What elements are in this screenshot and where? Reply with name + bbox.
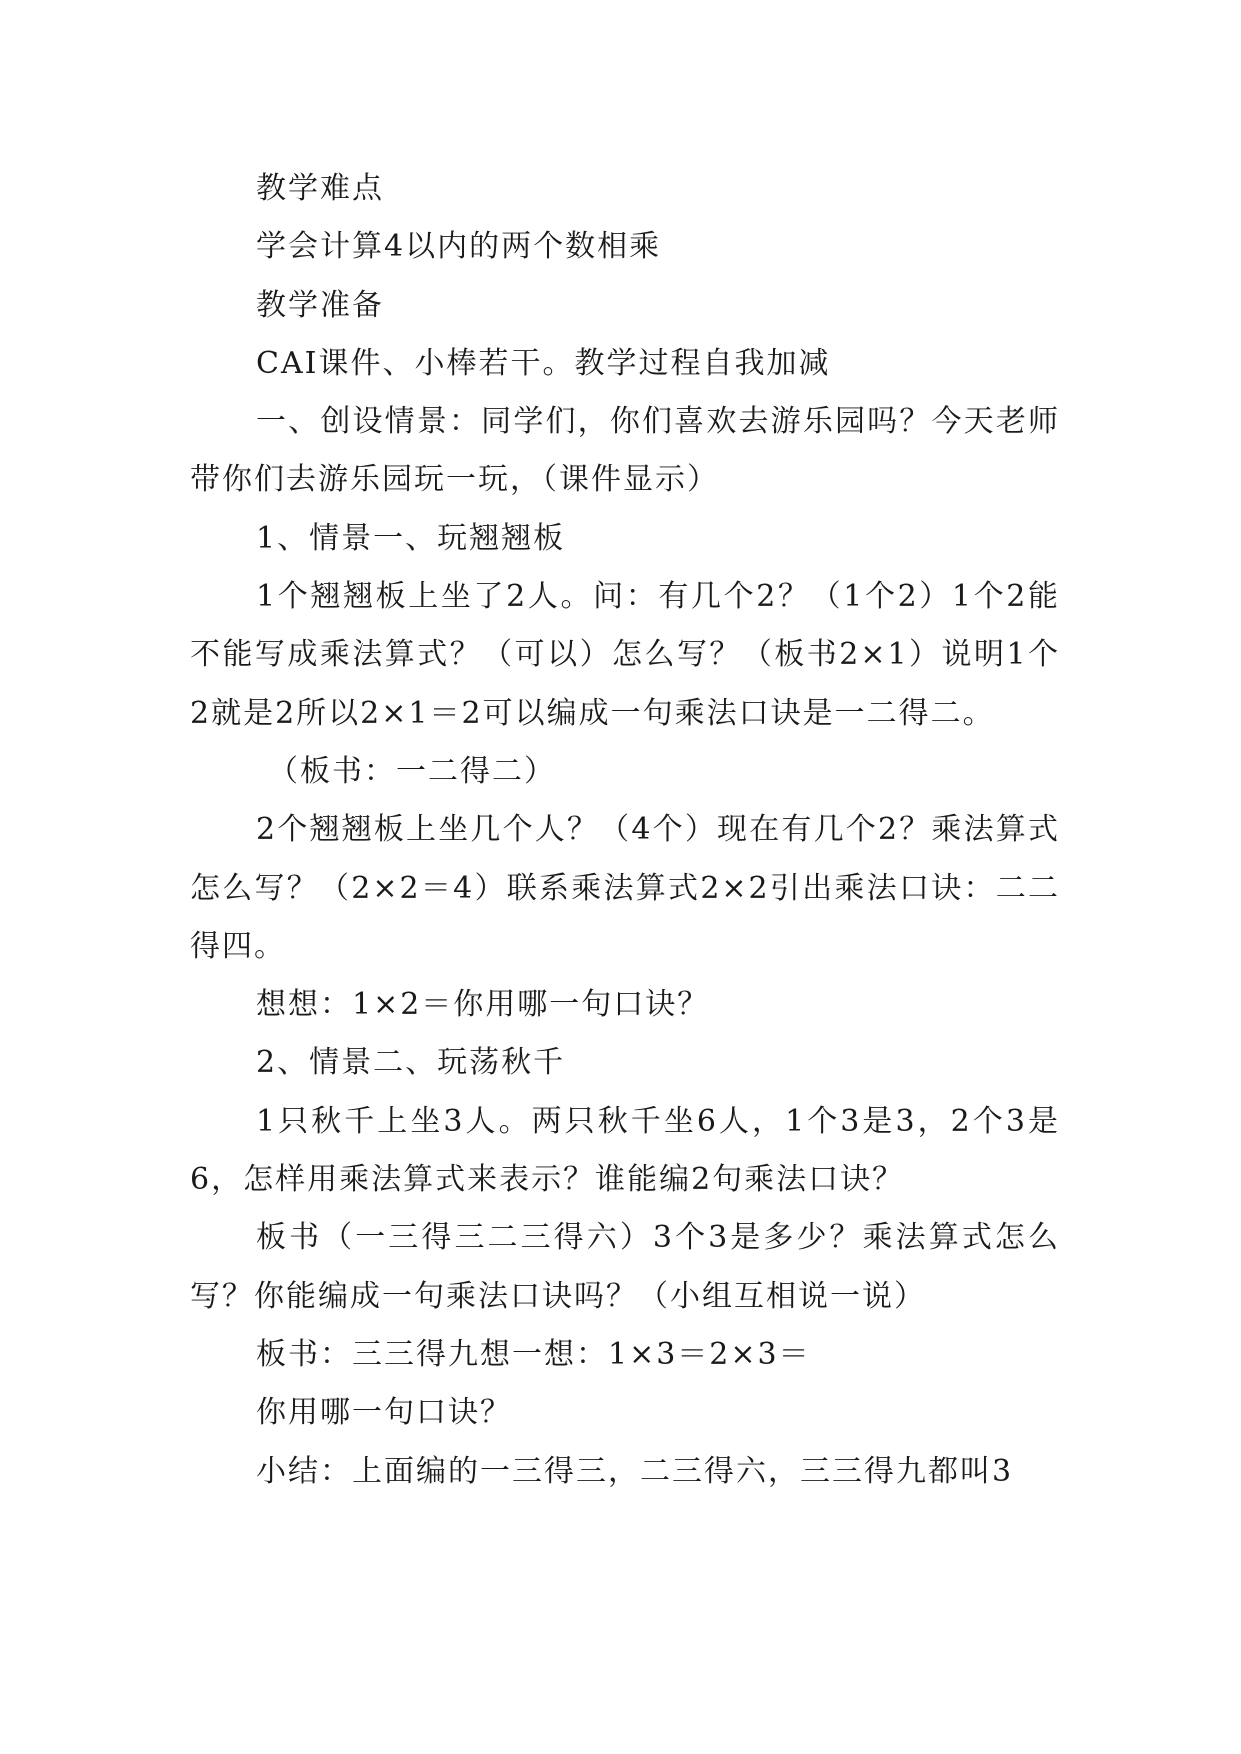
paragraph-think-1: 想想：1×2＝你用哪一句口诀？ bbox=[256, 987, 710, 1023]
paragraph-summary: 小结：上面编的一三得三，二三得六，三三得九都叫3 bbox=[256, 1453, 1014, 1489]
paragraph-section-one: 一、创设情景：同学们，你们喜欢去游乐园吗？今天老师带你们去游乐园玩一玩，（课件显示） bbox=[190, 404, 1060, 498]
paragraph-board-note-3: 板书：三三得九想一想：1×3＝2×3＝ bbox=[256, 1336, 811, 1372]
paragraph-scenario-one-title: 1、情景一、玩翘翘板 bbox=[256, 520, 566, 556]
heading-teaching-preparation: 教学准备 bbox=[256, 287, 384, 323]
paragraph-scenario-two-title: 2、情景二、玩荡秋千 bbox=[256, 1045, 566, 1081]
paragraph-scenario-one-body: 1个翘翘板上坐了2人。问：有几个2？（1个2）1个2能不能写成乘法算式？（可以）怎么写？（板书2×1）说明1个2就是2所以2×1＝2可以编成一句乘法口诀是一二得二。 bbox=[190, 579, 1060, 731]
paragraph-scenario-two-body: 1只秋千上坐3人。两只秋千坐6人，1个3是3，2个3是6，怎样用乘法算式来表示？谁能编2句乘法口诀？ bbox=[190, 1103, 1060, 1198]
paragraph-preparation-content: CAI课件、小棒若干。教学过程自我加减 bbox=[256, 345, 831, 381]
paragraph-scenario-one-followup: 2个翘翘板上坐几个人？（4个）现在有几个2？乘法算式怎么写？（2×2＝4）联系乘法算式2×2引出乘法口诀：二二得四。 bbox=[190, 812, 1060, 964]
heading-teaching-difficulty: 教学难点 bbox=[256, 171, 384, 206]
paragraph-difficulty-content: 学会计算4以内的两个数相乘 bbox=[256, 229, 662, 265]
paragraph-which-rhyme: 你用哪一句口诀？ bbox=[256, 1395, 512, 1431]
paragraph-board-note-2: 板书（一三得三二三得六）3个3是多少？乘法算式怎么写？你能编成一句乘法口诀吗？（小组互相说一说） bbox=[190, 1220, 1060, 1314]
document-body bbox=[190, 160, 1060, 1501]
paragraph-board-note-1: （板书：一二得二） bbox=[268, 753, 556, 789]
